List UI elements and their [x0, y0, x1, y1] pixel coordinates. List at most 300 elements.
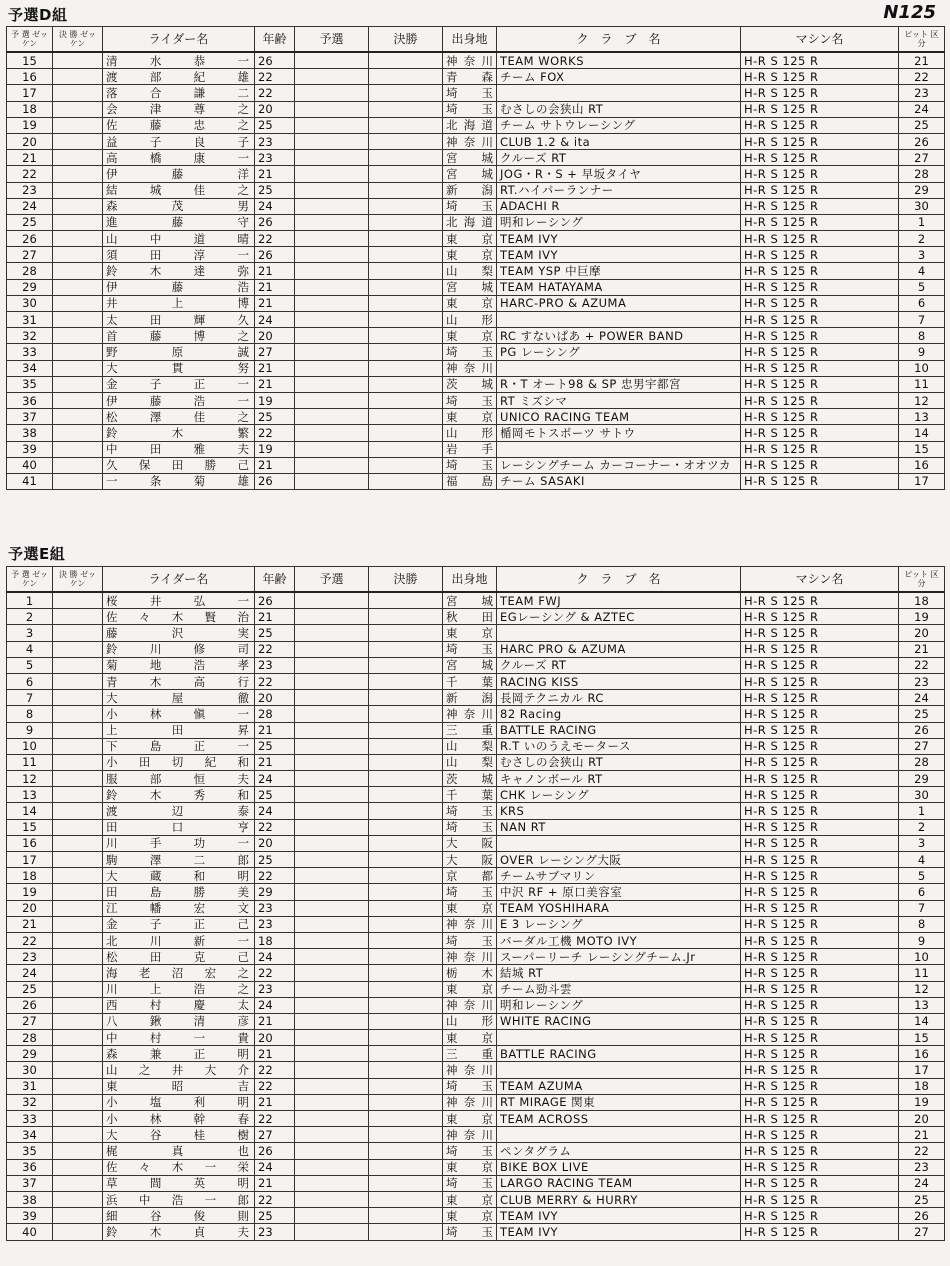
table-row — [7, 835, 945, 851]
machine-name: H-R S 125 R — [741, 852, 899, 868]
final-number — [53, 771, 103, 787]
heat-result — [295, 997, 369, 1013]
final-result — [369, 1030, 443, 1046]
table-row — [7, 803, 945, 819]
table-row — [7, 85, 945, 101]
table-row — [7, 592, 945, 609]
club-name: BATTLE RACING — [497, 1046, 741, 1062]
pit-section: 21 — [899, 1127, 945, 1143]
table-row — [7, 392, 945, 408]
club-name: チーム FOX — [497, 69, 741, 85]
rider-age: 20 — [255, 835, 295, 851]
machine-name: H-R S 125 R — [741, 328, 899, 344]
heat-result — [295, 641, 369, 657]
rider-age: 25 — [255, 852, 295, 868]
rider-age: 23 — [255, 981, 295, 997]
club-name: NAN RT — [497, 819, 741, 835]
header-from: 出身地 — [443, 27, 497, 53]
club-name: WHITE RACING — [497, 1013, 741, 1029]
rider-age: 21 — [255, 166, 295, 182]
table-row — [7, 1191, 945, 1207]
home-prefecture: 大阪 — [443, 852, 497, 868]
heat-result — [295, 965, 369, 981]
home-prefecture: 栃木 — [443, 965, 497, 981]
home-prefecture: 東京 — [443, 1191, 497, 1207]
home-prefecture: 埼玉 — [443, 85, 497, 101]
home-prefecture: 山梨 — [443, 754, 497, 770]
final-result — [369, 673, 443, 689]
rider-age: 26 — [255, 247, 295, 263]
rider-age: 22 — [255, 965, 295, 981]
final-number — [53, 376, 103, 392]
final-result — [369, 754, 443, 770]
rider-name: 佐々木賢治 — [103, 609, 255, 625]
rider-name: 森茂男 — [103, 198, 255, 214]
heat-result — [295, 101, 369, 117]
rider-age: 25 — [255, 409, 295, 425]
pit-section: 27 — [899, 1224, 945, 1240]
heat-number: 6 — [7, 673, 53, 689]
final-result — [369, 965, 443, 981]
final-result — [369, 133, 443, 149]
pit-section: 14 — [899, 425, 945, 441]
machine-name: H-R S 125 R — [741, 932, 899, 948]
final-result — [369, 279, 443, 295]
pit-section: 7 — [899, 900, 945, 916]
heat-result — [295, 738, 369, 754]
table-row — [7, 852, 945, 868]
home-prefecture: 埼玉 — [443, 641, 497, 657]
heat-number: 33 — [7, 344, 53, 360]
table-row — [7, 263, 945, 279]
header-heat-no: 予 選 ゼッケン — [7, 567, 53, 593]
home-prefecture: 三重 — [443, 722, 497, 738]
heat-number: 13 — [7, 787, 53, 803]
heat-result — [295, 625, 369, 641]
table-row — [7, 916, 945, 932]
final-number — [53, 738, 103, 754]
home-prefecture: 千葉 — [443, 673, 497, 689]
heat-number: 35 — [7, 376, 53, 392]
machine-name: H-R S 125 R — [741, 949, 899, 965]
final-number — [53, 1127, 103, 1143]
final-number — [53, 868, 103, 884]
rider-name: 須田淳一 — [103, 247, 255, 263]
heat-result — [295, 1224, 369, 1240]
heat-number: 21 — [7, 150, 53, 166]
rider-name: 進藤守 — [103, 214, 255, 230]
heat-number: 22 — [7, 932, 53, 948]
home-prefecture: 埼玉 — [443, 819, 497, 835]
rider-age: 21 — [255, 1013, 295, 1029]
home-prefecture: 東京 — [443, 625, 497, 641]
club-name — [497, 1062, 741, 1078]
home-prefecture: 茨城 — [443, 376, 497, 392]
pit-section: 8 — [899, 916, 945, 932]
machine-name: H-R S 125 R — [741, 312, 899, 328]
table-row — [7, 868, 945, 884]
rider-name: 藤沢実 — [103, 625, 255, 641]
machine-name: H-R S 125 R — [741, 1030, 899, 1046]
rider-name: 小塩利明 — [103, 1094, 255, 1110]
pit-section: 28 — [899, 754, 945, 770]
table-row — [7, 1046, 945, 1062]
machine-name: H-R S 125 R — [741, 900, 899, 916]
club-name: チーム サトウレーシング — [497, 117, 741, 133]
heat-number: 39 — [7, 1208, 53, 1224]
club-name: TEAM WORKS — [497, 52, 741, 69]
rider-age: 23 — [255, 657, 295, 673]
home-prefecture: 新潟 — [443, 690, 497, 706]
machine-name: H-R S 125 R — [741, 376, 899, 392]
rider-name: 結城佳之 — [103, 182, 255, 198]
machine-name: H-R S 125 R — [741, 1111, 899, 1127]
table-row — [7, 52, 945, 69]
table-row — [7, 117, 945, 133]
header-final-no: 決 勝 ゼッケン — [53, 567, 103, 593]
pit-section: 13 — [899, 409, 945, 425]
final-result — [369, 150, 443, 166]
machine-name: H-R S 125 R — [741, 673, 899, 689]
pit-section: 11 — [899, 376, 945, 392]
table-row — [7, 214, 945, 230]
machine-name: H-R S 125 R — [741, 884, 899, 900]
rider-age: 20 — [255, 690, 295, 706]
rider-name: 大蔵和明 — [103, 868, 255, 884]
final-number — [53, 1159, 103, 1175]
final-number — [53, 166, 103, 182]
heat-number: 25 — [7, 214, 53, 230]
machine-name: H-R S 125 R — [741, 1191, 899, 1207]
final-number — [53, 150, 103, 166]
header-rider: ライダー名 — [103, 567, 255, 593]
pit-section: 21 — [899, 52, 945, 69]
final-result — [369, 328, 443, 344]
club-name: RT ミズシマ — [497, 392, 741, 408]
final-number — [53, 1224, 103, 1240]
pit-section: 17 — [899, 473, 945, 489]
table-row — [7, 457, 945, 473]
machine-name: H-R S 125 R — [741, 1062, 899, 1078]
rider-age: 25 — [255, 1208, 295, 1224]
heat-result — [295, 1143, 369, 1159]
pit-section: 24 — [899, 690, 945, 706]
club-name: LARGO RACING TEAM — [497, 1175, 741, 1191]
machine-name: H-R S 125 R — [741, 1013, 899, 1029]
machine-name: H-R S 125 R — [741, 835, 899, 851]
heat-number: 41 — [7, 473, 53, 489]
table-row — [7, 625, 945, 641]
machine-name: H-R S 125 R — [741, 295, 899, 311]
table-row — [7, 771, 945, 787]
pit-section: 4 — [899, 263, 945, 279]
club-name: 明和レーシング — [497, 214, 741, 230]
machine-name: H-R S 125 R — [741, 1159, 899, 1175]
machine-name: H-R S 125 R — [741, 150, 899, 166]
pit-section: 8 — [899, 328, 945, 344]
heat-number: 39 — [7, 441, 53, 457]
final-result — [369, 52, 443, 69]
final-result — [369, 1208, 443, 1224]
table-row — [7, 949, 945, 965]
heat-result — [295, 1013, 369, 1029]
final-number — [53, 835, 103, 851]
home-prefecture: 神奈川 — [443, 916, 497, 932]
rider-name: 森兼正明 — [103, 1046, 255, 1062]
rider-age: 22 — [255, 1078, 295, 1094]
table-row — [7, 981, 945, 997]
home-prefecture: 埼玉 — [443, 101, 497, 117]
table-row — [7, 609, 945, 625]
final-result — [369, 949, 443, 965]
table-row — [7, 231, 945, 247]
club-name — [497, 1030, 741, 1046]
heat-result — [295, 1111, 369, 1127]
final-number — [53, 932, 103, 948]
final-result — [369, 85, 443, 101]
rider-age: 23 — [255, 1224, 295, 1240]
rider-age: 26 — [255, 214, 295, 230]
club-name — [497, 312, 741, 328]
heat-result — [295, 1046, 369, 1062]
heat-number: 37 — [7, 1175, 53, 1191]
pit-section: 27 — [899, 738, 945, 754]
heat-number: 29 — [7, 279, 53, 295]
club-name: CLUB MERRY & HURRY — [497, 1191, 741, 1207]
rider-age: 24 — [255, 771, 295, 787]
heat-result — [295, 279, 369, 295]
home-prefecture: 埼玉 — [443, 932, 497, 948]
pit-section: 10 — [899, 949, 945, 965]
final-number — [53, 52, 103, 69]
heat-number: 17 — [7, 85, 53, 101]
machine-name: H-R S 125 R — [741, 1094, 899, 1110]
group-d-title: 予選D組 — [8, 6, 68, 24]
table-row — [7, 1143, 945, 1159]
machine-name: H-R S 125 R — [741, 409, 899, 425]
final-number — [53, 457, 103, 473]
table-row — [7, 900, 945, 916]
final-number — [53, 884, 103, 900]
machine-name: H-R S 125 R — [741, 231, 899, 247]
final-number — [53, 900, 103, 916]
pit-section: 7 — [899, 312, 945, 328]
heat-number: 14 — [7, 803, 53, 819]
heat-number: 19 — [7, 117, 53, 133]
club-name: TEAM FWJ — [497, 592, 741, 609]
club-name: CHK レーシング — [497, 787, 741, 803]
rider-age: 26 — [255, 473, 295, 489]
machine-name: H-R S 125 R — [741, 182, 899, 198]
heat-result — [295, 1159, 369, 1175]
heat-result — [295, 706, 369, 722]
heat-result — [295, 1175, 369, 1191]
pit-section: 25 — [899, 1191, 945, 1207]
table-row — [7, 738, 945, 754]
club-name — [497, 85, 741, 101]
machine-name: H-R S 125 R — [741, 625, 899, 641]
header-final: 決勝 — [369, 567, 443, 593]
final-number — [53, 1078, 103, 1094]
machine-name: H-R S 125 R — [741, 657, 899, 673]
club-name: 長岡テクニカル RC — [497, 690, 741, 706]
final-result — [369, 771, 443, 787]
header-age: 年齢 — [255, 567, 295, 593]
heat-number: 34 — [7, 1127, 53, 1143]
heat-result — [295, 263, 369, 279]
club-name: KRS — [497, 803, 741, 819]
home-prefecture: 三重 — [443, 1046, 497, 1062]
final-result — [369, 1127, 443, 1143]
machine-name: H-R S 125 R — [741, 441, 899, 457]
machine-name: H-R S 125 R — [741, 1208, 899, 1224]
home-prefecture: 神奈川 — [443, 949, 497, 965]
table-row — [7, 1208, 945, 1224]
final-result — [369, 441, 443, 457]
rider-name: 伊藤浩一 — [103, 392, 255, 408]
final-number — [53, 673, 103, 689]
machine-name: H-R S 125 R — [741, 117, 899, 133]
final-number — [53, 1143, 103, 1159]
rider-age: 22 — [255, 85, 295, 101]
rider-age: 24 — [255, 198, 295, 214]
heat-number: 26 — [7, 231, 53, 247]
club-name: TEAM IVY — [497, 247, 741, 263]
group-e-table — [6, 566, 945, 1241]
heat-number: 38 — [7, 425, 53, 441]
rider-age: 22 — [255, 1191, 295, 1207]
table-row — [7, 997, 945, 1013]
rider-name: 西村慶太 — [103, 997, 255, 1013]
final-result — [369, 852, 443, 868]
heat-number: 24 — [7, 965, 53, 981]
heat-result — [295, 214, 369, 230]
header-rider: ライダー名 — [103, 27, 255, 53]
club-name: むさしの会狭山 RT — [497, 101, 741, 117]
final-number — [53, 360, 103, 376]
club-name: ペンタグラム — [497, 1143, 741, 1159]
heat-result — [295, 52, 369, 69]
heat-result — [295, 771, 369, 787]
table-row — [7, 441, 945, 457]
home-prefecture: 岩手 — [443, 441, 497, 457]
final-result — [369, 657, 443, 673]
final-result — [369, 1175, 443, 1191]
heat-number: 36 — [7, 1159, 53, 1175]
table-row — [7, 884, 945, 900]
heat-number: 21 — [7, 916, 53, 932]
pit-section: 30 — [899, 198, 945, 214]
heat-number: 31 — [7, 312, 53, 328]
heat-result — [295, 932, 369, 948]
table-row — [7, 1062, 945, 1078]
heat-number: 24 — [7, 198, 53, 214]
home-prefecture: 山梨 — [443, 263, 497, 279]
home-prefecture: 東京 — [443, 409, 497, 425]
final-number — [53, 328, 103, 344]
home-prefecture: 宮城 — [443, 279, 497, 295]
rider-age: 23 — [255, 150, 295, 166]
heat-number: 15 — [7, 819, 53, 835]
final-number — [53, 625, 103, 641]
rider-name: 金子正一 — [103, 376, 255, 392]
final-number — [53, 392, 103, 408]
club-name: TEAM IVY — [497, 1208, 741, 1224]
rider-age: 26 — [255, 52, 295, 69]
home-prefecture: 埼玉 — [443, 1078, 497, 1094]
final-number — [53, 690, 103, 706]
heat-result — [295, 247, 369, 263]
table-row — [7, 69, 945, 85]
final-result — [369, 214, 443, 230]
home-prefecture: 北海道 — [443, 214, 497, 230]
heat-number: 18 — [7, 101, 53, 117]
final-result — [369, 1224, 443, 1240]
final-result — [369, 117, 443, 133]
club-name: BATTLE RACING — [497, 722, 741, 738]
club-name: TEAM IVY — [497, 231, 741, 247]
final-result — [369, 932, 443, 948]
pit-section: 5 — [899, 868, 945, 884]
home-prefecture: 神奈川 — [443, 706, 497, 722]
heat-number: 16 — [7, 69, 53, 85]
table-row — [7, 409, 945, 425]
rider-age: 27 — [255, 1127, 295, 1143]
pit-section: 25 — [899, 117, 945, 133]
heat-result — [295, 1030, 369, 1046]
rider-name: 海老沼宏之 — [103, 965, 255, 981]
rider-age: 20 — [255, 328, 295, 344]
machine-name: H-R S 125 R — [741, 641, 899, 657]
final-number — [53, 182, 103, 198]
group-e-title: 予選E組 — [8, 545, 66, 563]
heat-result — [295, 295, 369, 311]
rider-age: 21 — [255, 754, 295, 770]
club-name: 結城 RT — [497, 965, 741, 981]
final-number — [53, 214, 103, 230]
home-prefecture: 京都 — [443, 868, 497, 884]
table-row — [7, 1224, 945, 1240]
final-number — [53, 997, 103, 1013]
rider-name: 会津尊之 — [103, 101, 255, 117]
home-prefecture: 東京 — [443, 247, 497, 263]
machine-name: H-R S 125 R — [741, 868, 899, 884]
club-name: UNICO RACING TEAM — [497, 409, 741, 425]
club-name: TEAM HATAYAMA — [497, 279, 741, 295]
final-result — [369, 409, 443, 425]
final-result — [369, 247, 443, 263]
rider-age: 22 — [255, 868, 295, 884]
heat-result — [295, 609, 369, 625]
heat-number: 9 — [7, 722, 53, 738]
rider-name: 首藤博之 — [103, 328, 255, 344]
home-prefecture: 東京 — [443, 1111, 497, 1127]
club-name: HARC PRO & AZUMA — [497, 641, 741, 657]
rider-age: 22 — [255, 231, 295, 247]
final-result — [369, 706, 443, 722]
rider-age: 24 — [255, 312, 295, 328]
pit-section: 26 — [899, 1208, 945, 1224]
rider-name: 鈴木繁 — [103, 425, 255, 441]
rider-age: 22 — [255, 641, 295, 657]
rider-name: 一条菊雄 — [103, 473, 255, 489]
pit-section: 5 — [899, 279, 945, 295]
final-result — [369, 1062, 443, 1078]
rider-age: 21 — [255, 1175, 295, 1191]
table-row — [7, 932, 945, 948]
final-result — [369, 198, 443, 214]
rider-name: 大谷桂樹 — [103, 1127, 255, 1143]
